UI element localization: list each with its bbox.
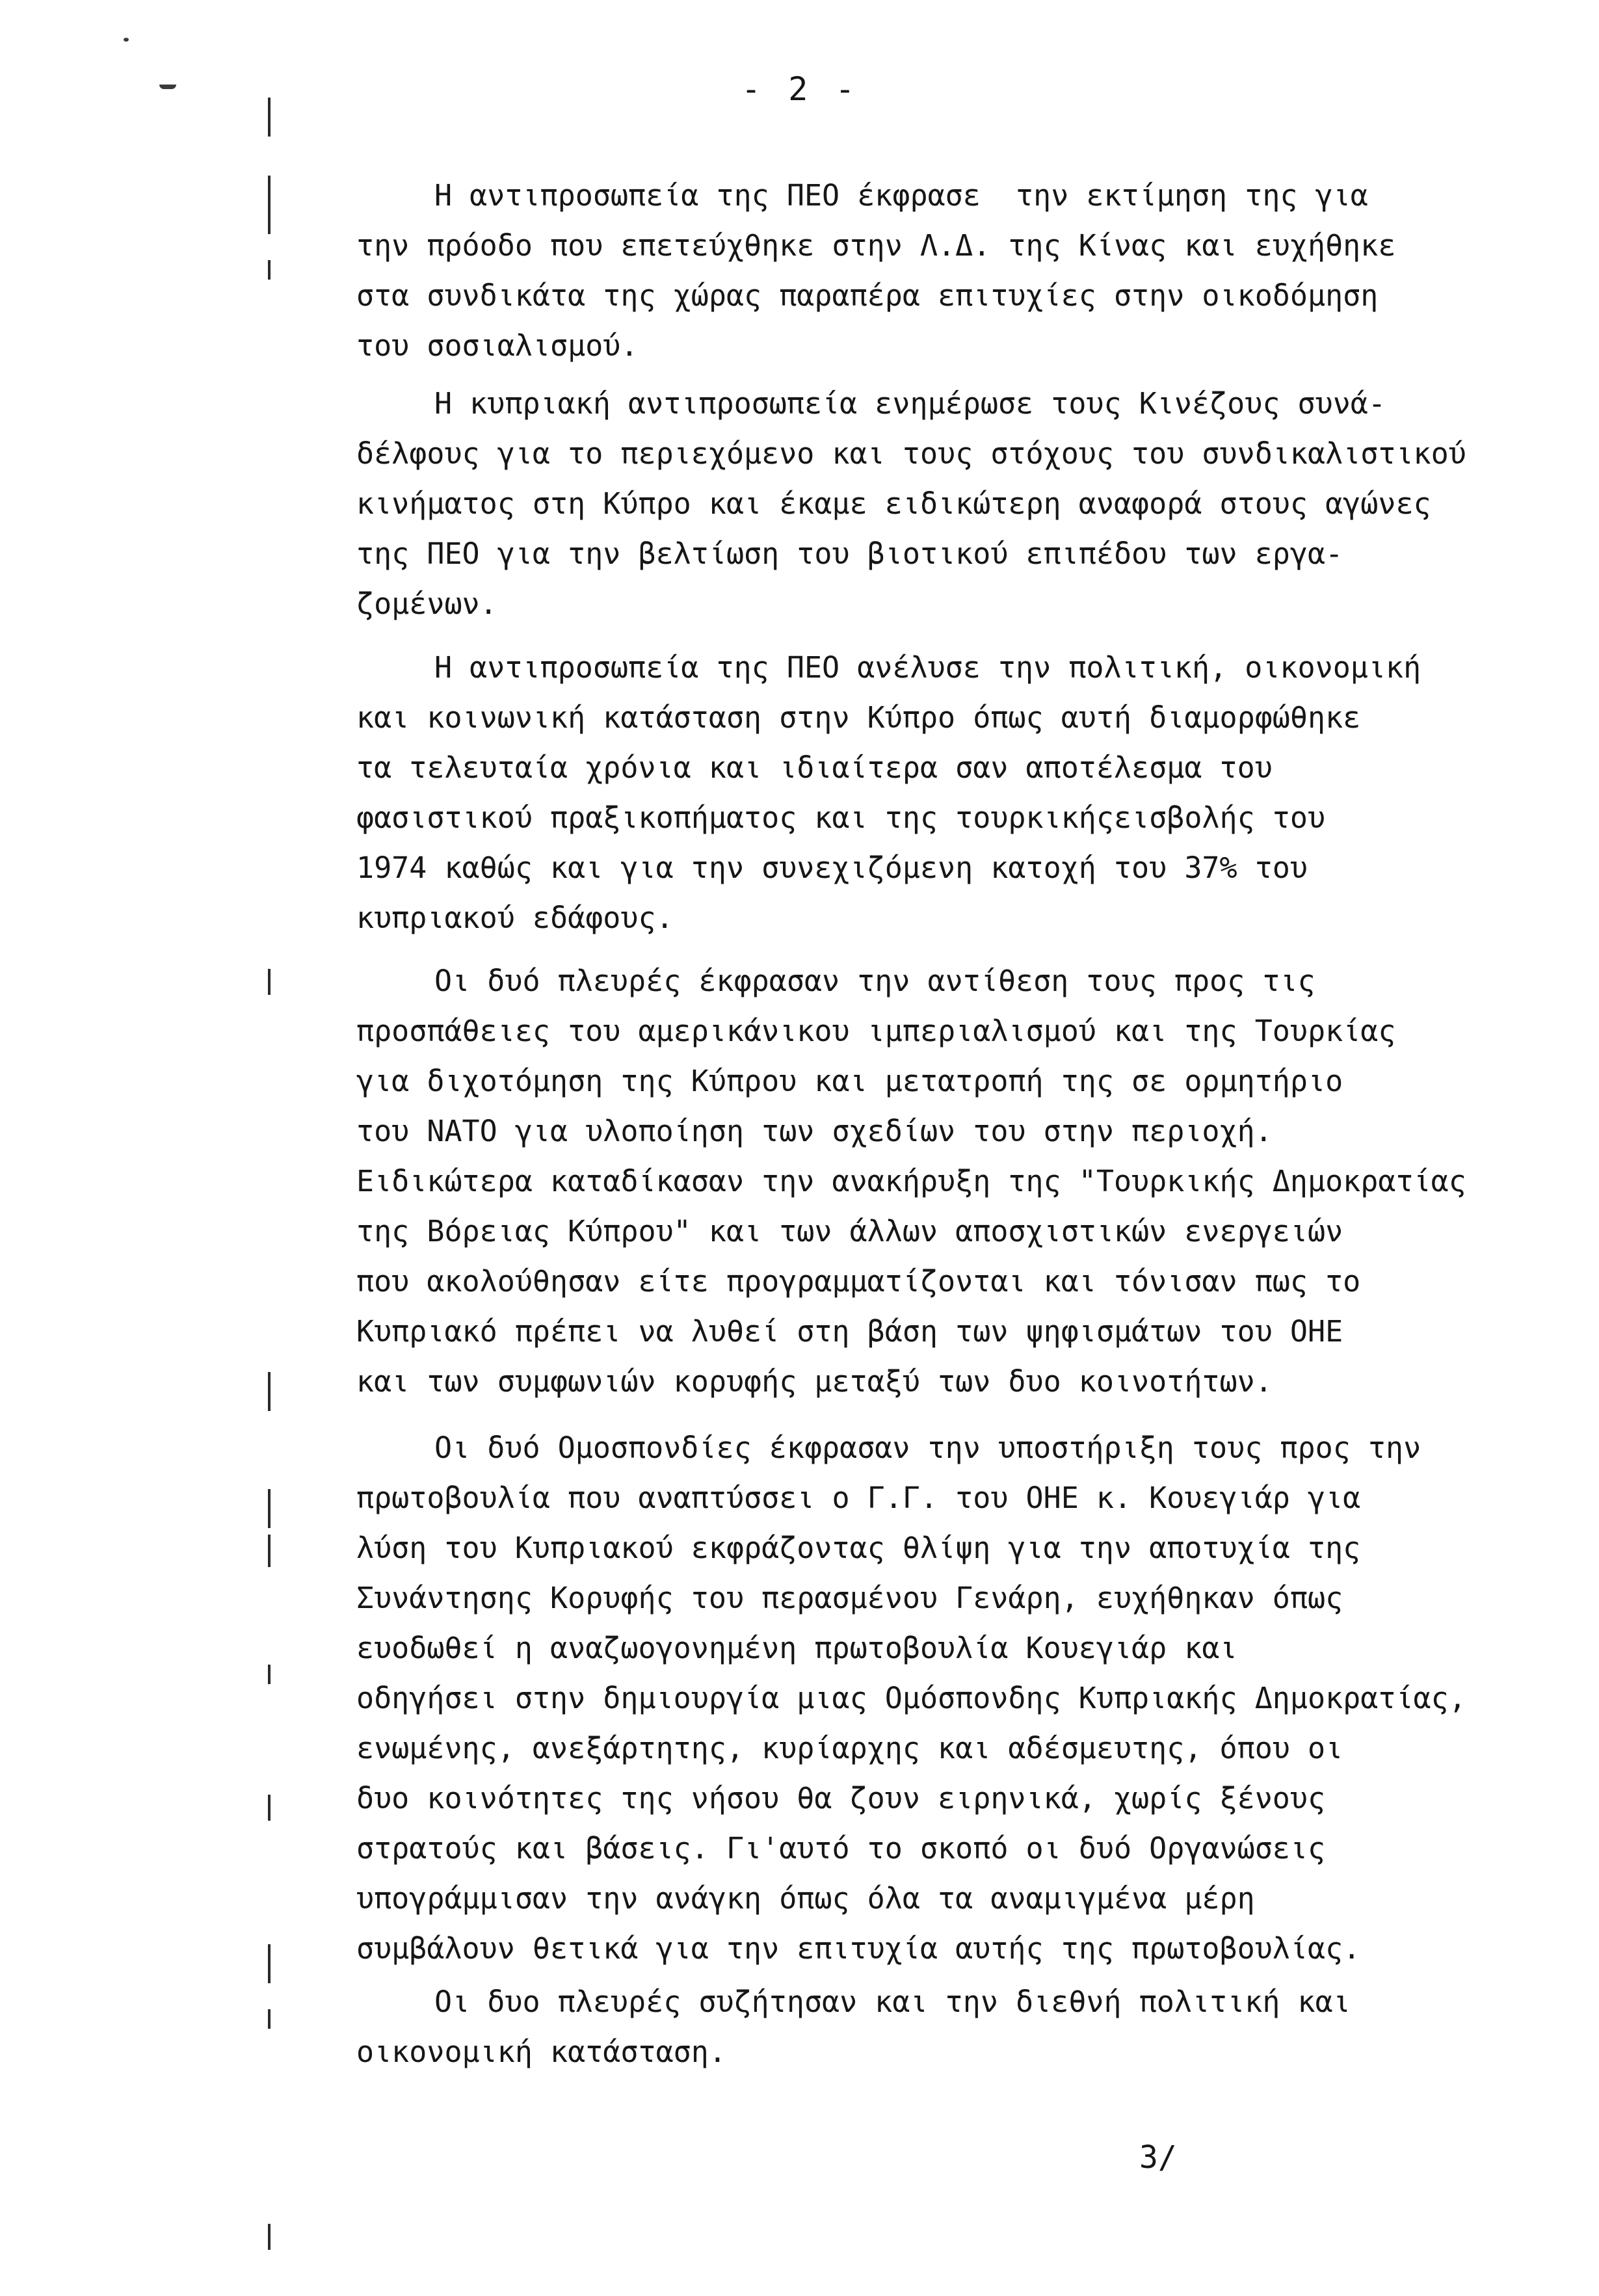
margin-mark bbox=[268, 1372, 271, 1411]
margin-mark bbox=[268, 1665, 271, 1684]
text-line: την πρόοδο που επετεύχθηκε στην Λ.Δ. της Κίνας και ευχήθηκε bbox=[356, 228, 1396, 263]
paragraph-6 bbox=[356, 1977, 1559, 2077]
text-line: της ΠΕΟ για την βελτίωση του βιοτικού επιπέδου των εργα- bbox=[356, 536, 1343, 571]
paragraph-2 bbox=[356, 378, 1559, 629]
text-line: Οι δυό πλευρές έκφρασαν την αντίθεση τους προς τις bbox=[434, 964, 1315, 998]
text-line: Κυπριακό πρέπει να λυθεί στη βάση των ψηφισμάτων του ΟΗΕ bbox=[356, 1314, 1343, 1349]
text-line: στα συνδικάτα της χώρας παραπέρα επιτυχίες στην οικοδόμηση bbox=[356, 278, 1379, 313]
text-line: φασιστικού πραξικοπήματος και της τουρκικήςεισβολής του bbox=[356, 800, 1326, 835]
text-line: στρατούς και βάσεις. Γι'αυτό το σκοπό οι δυό Οργανώσεις bbox=[356, 1831, 1326, 1866]
text-line: 1974 καθώς και για την συνεχιζόμενη κατοχή του 37% του bbox=[356, 851, 1308, 885]
text-line: δυο κοινότητες της νήσου θα ζουν ειρηνικά, χωρίς ξένους bbox=[356, 1781, 1326, 1815]
text-line: ευοδωθεί η αναζωογονημένη πρωτοβουλία Κουεγιάρ και bbox=[356, 1631, 1237, 1665]
margin-mark bbox=[268, 1795, 271, 1821]
text-line: τα τελευταία χρόνια και ιδιαίτερα σαν αποτέλεσμα του bbox=[356, 750, 1273, 785]
text-line: ενωμένης, ανεξάρτητης, κυρίαρχης και αδέσμευτης, όπου οι bbox=[356, 1731, 1343, 1765]
paragraph-5 bbox=[356, 1423, 1559, 1973]
text-line: Ειδικώτερα καταδίκασαν την ανακήρυξη της "Τουρκικής Δημοκρατίας bbox=[356, 1164, 1466, 1198]
scan-speck bbox=[124, 38, 129, 42]
text-line: της Βόρειας Κύπρου" και των άλλων αποσχιστικών ενεργειών bbox=[356, 1214, 1343, 1248]
text-line: λύση του Κυπριακού εκφράζοντας θλίψη για την αποτυχία της bbox=[356, 1531, 1361, 1565]
text-line: για διχοτόμηση της Κύπρου και μετατροπή της σε ορμητήριο bbox=[356, 1064, 1343, 1098]
text-line: κινήματος στη Κύπρο και έκαμε ειδικώτερη αναφορά στους αγώνες bbox=[356, 486, 1431, 521]
text-line: και κοινωνική κατάσταση στην Κύπρο όπως αυτή διαμορφώθηκε bbox=[356, 700, 1361, 735]
text-line: Οι δυο πλευρές συζήτησαν και την διεθνή πολιτική και bbox=[434, 1985, 1351, 2019]
margin-mark bbox=[268, 2009, 271, 2029]
margin-mark bbox=[268, 1944, 271, 1983]
margin-mark bbox=[268, 1489, 271, 1528]
margin-mark bbox=[268, 98, 271, 137]
text-line: προσπάθειες του αμερικάνικου ιμπεριαλισμού και της Τουρκίας bbox=[356, 1014, 1396, 1048]
margin-mark bbox=[268, 2224, 271, 2250]
scan-speck bbox=[159, 85, 176, 89]
margin-mark bbox=[268, 969, 271, 995]
text-line: του σοσιαλισμού. bbox=[356, 328, 639, 363]
text-line: Η αντιπροσωπεία της ΠΕΟ ανέλυσε την πολιτική, οικονομική bbox=[434, 650, 1421, 685]
text-line: υπογράμμισαν την ανάγκη όπως όλα τα αναμιγμένα μέρη bbox=[356, 1881, 1255, 1916]
text-line: συμβάλουν θετικά για την επιτυχία αυτής της πρωτοβουλίας. bbox=[356, 1931, 1361, 1966]
text-line: δέλφους για το περιεχόμενο και τους στόχους του συνδικαλιστικού bbox=[356, 436, 1466, 471]
margin-mark bbox=[268, 1535, 271, 1567]
text-line: Η κυπριακή αντιπροσωπεία ενημέρωσε τους Κινέζους συνά- bbox=[434, 386, 1386, 421]
paragraph-4 bbox=[356, 956, 1559, 1406]
text-line: ζομένων. bbox=[356, 587, 497, 621]
text-line: Οι δυό Ομοσπονδίες έκφρασαν την υποστήριξη τους προς την bbox=[434, 1431, 1421, 1465]
text-line: Συνάντησης Κορυφής του περασμένου Γενάρη, ευχήθηκαν όπως bbox=[356, 1581, 1343, 1615]
text-line: που ακολούθησαν είτε προγραμματίζονται και τόνισαν πως το bbox=[356, 1264, 1361, 1299]
page-number: - 2 - bbox=[741, 70, 859, 108]
text-line: οικονομική κατάσταση. bbox=[356, 2035, 726, 2069]
text-line: Η αντιπροσωπεία της ΠΕΟ έκφρασε την εκτίμηση της για bbox=[434, 178, 1368, 213]
margin-mark bbox=[268, 260, 271, 280]
text-line: πρωτοβουλία που αναπτύσσει ο Γ.Γ. του ΟΗΕ κ. Κουεγιάρ για bbox=[356, 1481, 1361, 1515]
paragraph-1 bbox=[356, 170, 1559, 371]
text-line: του ΝΑΤΟ για υλοποίηση των σχεδίων του στην περιοχή. bbox=[356, 1114, 1273, 1148]
text-line: κυπριακού εδάφους. bbox=[356, 901, 674, 935]
paragraph-3 bbox=[356, 642, 1559, 943]
text-line: οδηγήσει στην δημιουργία μιας Ομόσπονδης Κυπριακής Δημοκρατίας, bbox=[356, 1681, 1466, 1715]
margin-mark bbox=[268, 176, 271, 234]
text-line: και των συμφωνιών κορυφής μεταξύ των δυο κοινοτήτων. bbox=[356, 1364, 1273, 1399]
continuation-marker: 3/ bbox=[1139, 2139, 1177, 2176]
